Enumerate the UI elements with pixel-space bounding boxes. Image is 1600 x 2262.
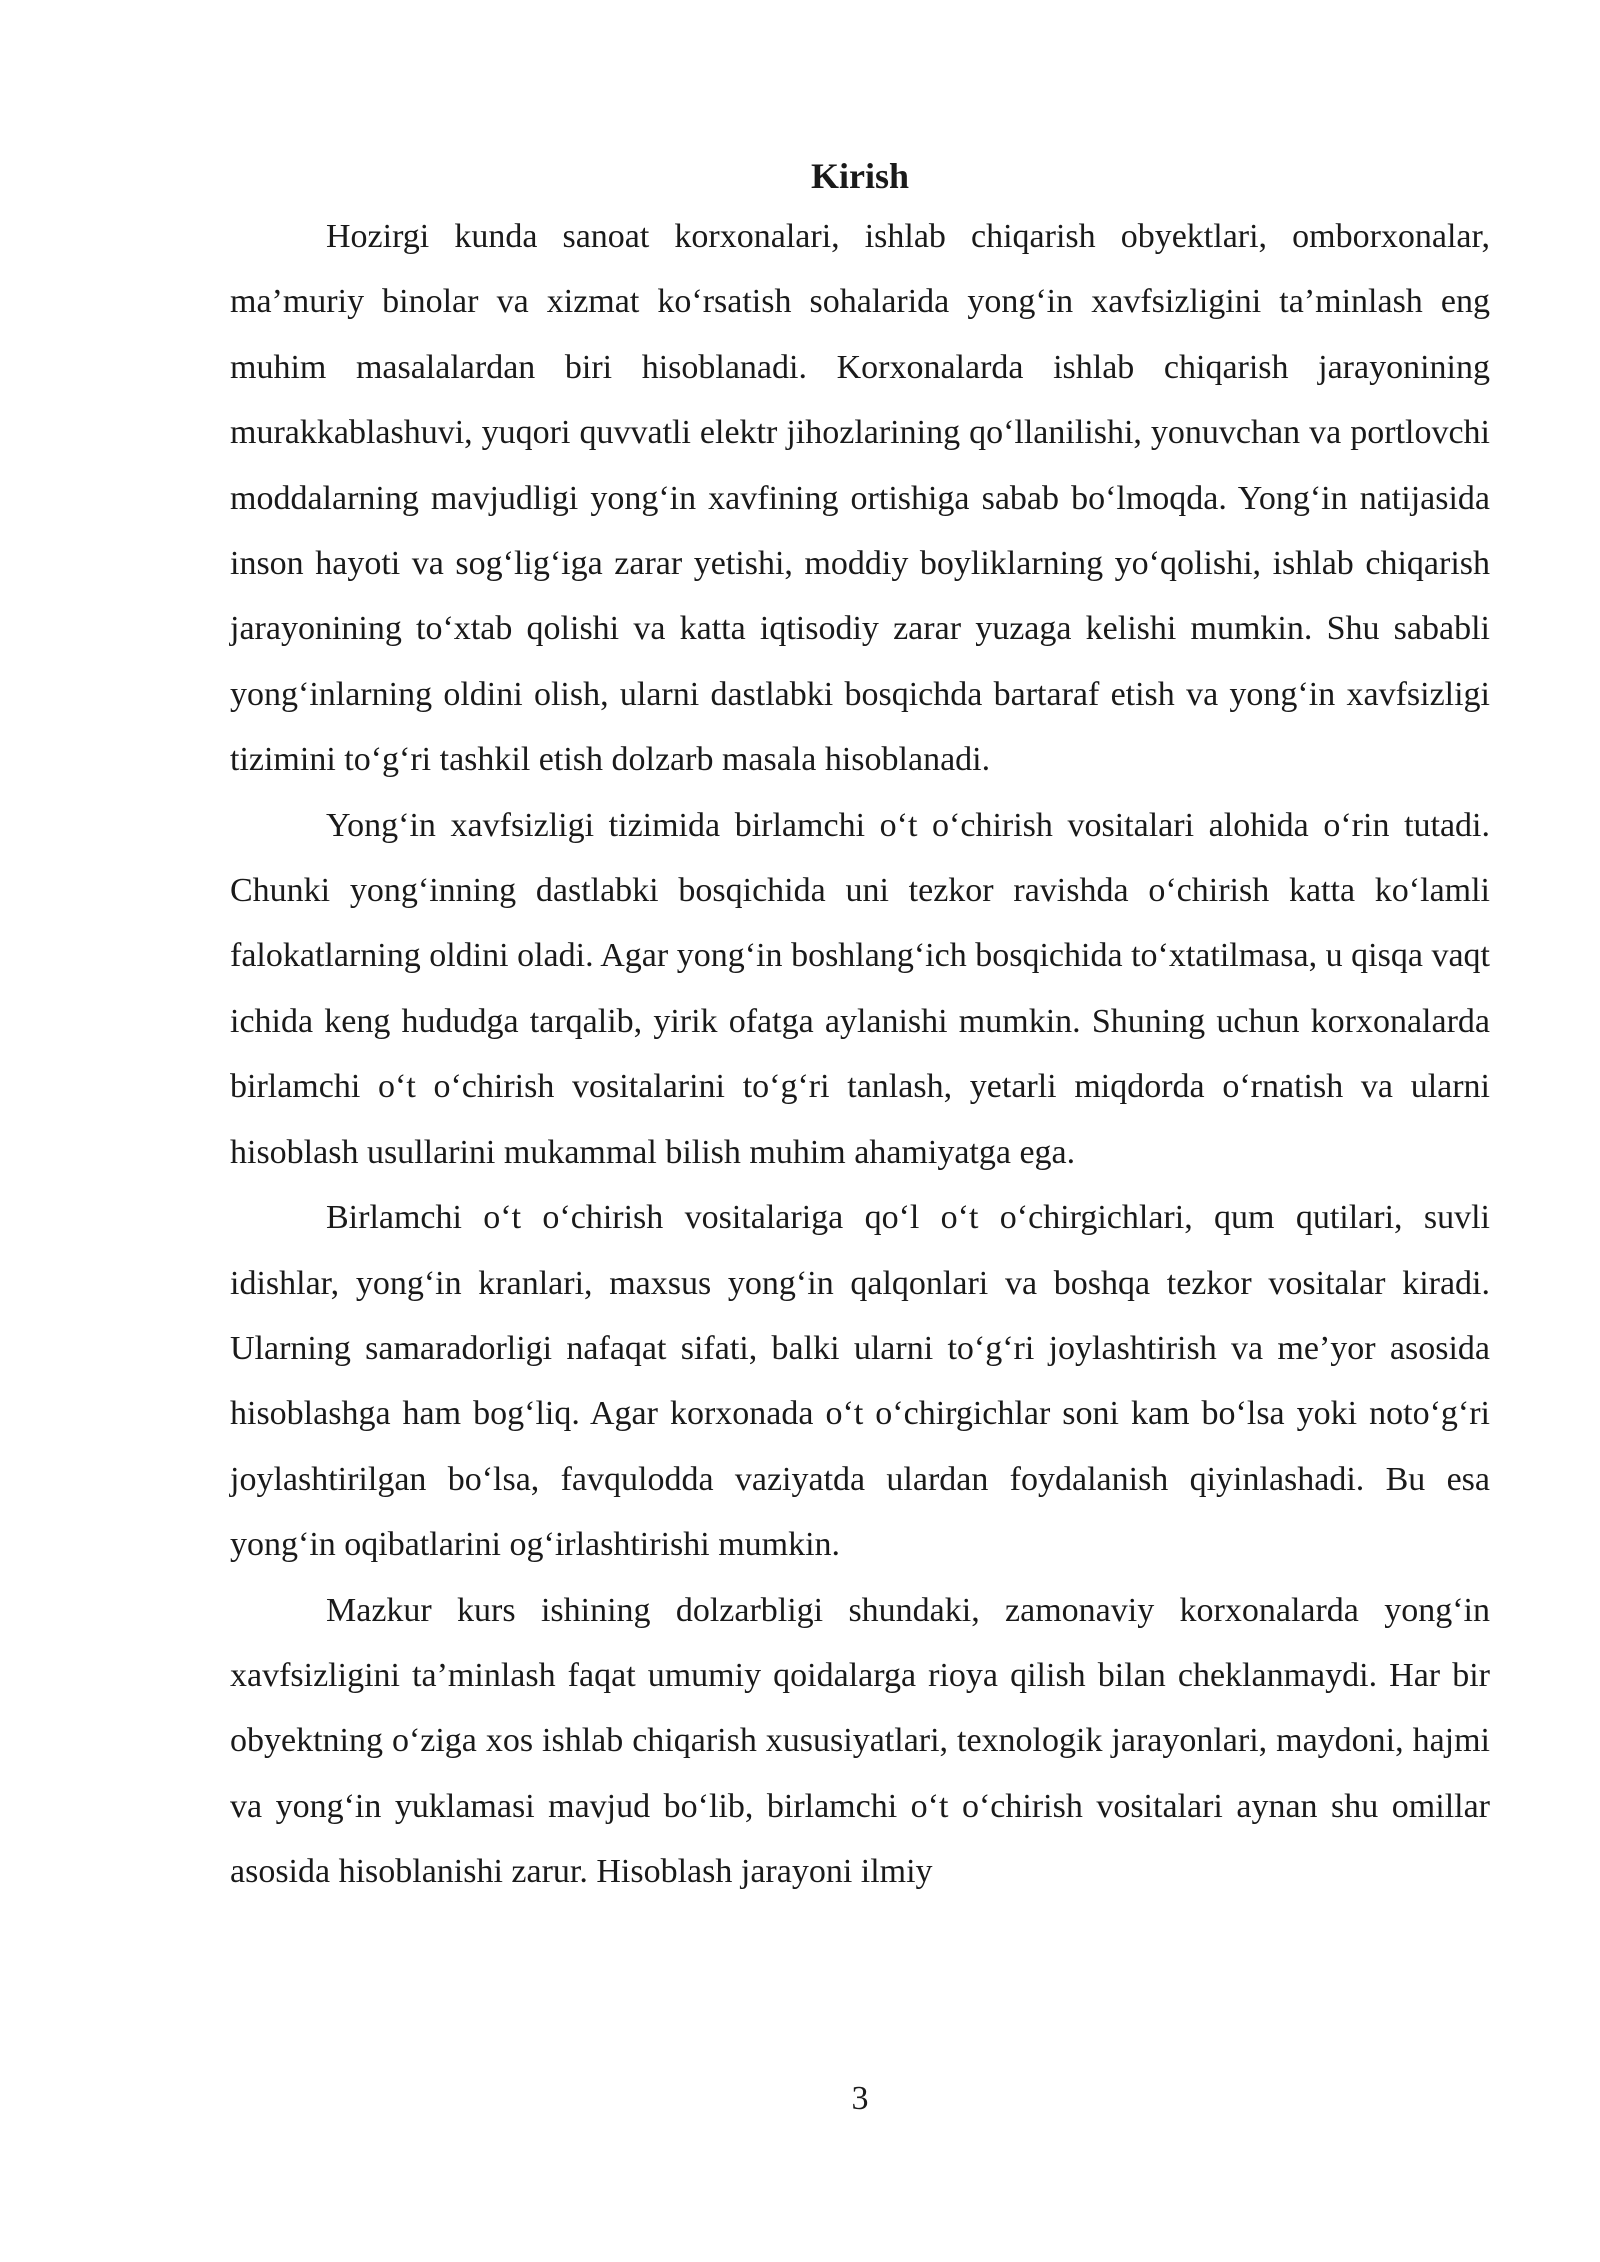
page-number: 3: [851, 2080, 869, 2117]
paragraph-3: Birlamchi o‘t o‘chirish vositalariga qo‘l o‘t o‘chirgichlari, qum qutilari, suvli idishlar, yong‘in kranlari, maxsus yong‘in qalqonlari va boshqa tezkor vositalar kiradi. Ularning samaradorligi nafaqat sifati, balki ularni to‘g‘ri joylashtirish va me’yor asosida hisoblashga ham bog‘liq. Agar korxonada o‘t o‘chirgichlar soni kam bo‘lsa yoki noto‘g‘ri joylashtirilgan bo‘lsa, favqulodda vaziyatda ulardan foydalanish qiyinlashadi. Bu esa yong‘in oqibatlarini og‘irlashtirishi mumkin.: [230, 1199, 1490, 1564]
paragraph-1: Hozirgi kunda sanoat korxonalari, ishlab chiqarish obyektlari, omborxonalar, ma’muriy binolar va xizmat ko‘rsatish sohalarida yong‘in xavfsizligini ta’minlash eng muhim masalalardan biri hisoblanadi. Korxonalarda ishlab chiqarish jarayonining murakkablashuvi, yuqori quvvatli elektr jihozlarining qo‘llanilishi, yonuvchan va portlovchi moddalarning mavjudligi yong‘in xavfining ortishiga sabab bo‘lmoqda. Yong‘in natijasida inson hayoti va sog‘lig‘iga zarar yetishi, moddiy boyliklarning yo‘qolishi, ishlab chiqarish jarayonining to‘xtab qolishi va katta iqtisodiy zarar yuzaga kelishi mumkin. Shu sababli yong‘inlarning oldini olish, ularni dastlabki bosqichda bartaraf etish va yong‘in xavfsizligi tizimini to‘g‘ri tashkil etish dolzarb masala hisoblanadi.: [230, 218, 1490, 779]
section-title: Kirish: [810, 156, 909, 196]
paragraph-4: Mazkur kurs ishining dolzarbligi shundaki, zamonaviy korxonalarda yong‘in xavfsizligini ta’minlash faqat umumiy qoidalarga rioya qilish bilan cheklanmaydi. Har bir obyektning o‘ziga xos ishlab chiqarish xususiyatlari, texnologik jarayonlari, maydoni, hajmi va yong‘in yuklamasi mavjud bo‘lib, birlamchi o‘t o‘chirish vositalari aynan shu omillar asosida hisoblanishi zarur. Hisoblash jarayoni ilmiy: [230, 1591, 1490, 1891]
page-content: [230, 148, 1490, 1905]
paragraph-2: Yong‘in xavfsizligi tizimida birlamchi o‘t o‘chirish vositalari alohida o‘rin tutadi. Chunki yong‘inning dastlabki bosqichida uni tezkor ravishda o‘chirish katta ko‘lamli falokatlarning oldini oladi. Agar yong‘in boshlang‘ich bosqichida to‘xtatilmasa, u qisqa vaqt ichida keng hududga tarqalib, yirik ofatga aylanishi mumkin. Shuning uchun korxonalarda birlamchi o‘t o‘chirish vositalarini to‘g‘ri tanlash, yetarli miqdorda o‘rnatish va ularni hisoblash usullarini mukammal bilish muhim ahamiyatga ega.: [230, 806, 1490, 1171]
